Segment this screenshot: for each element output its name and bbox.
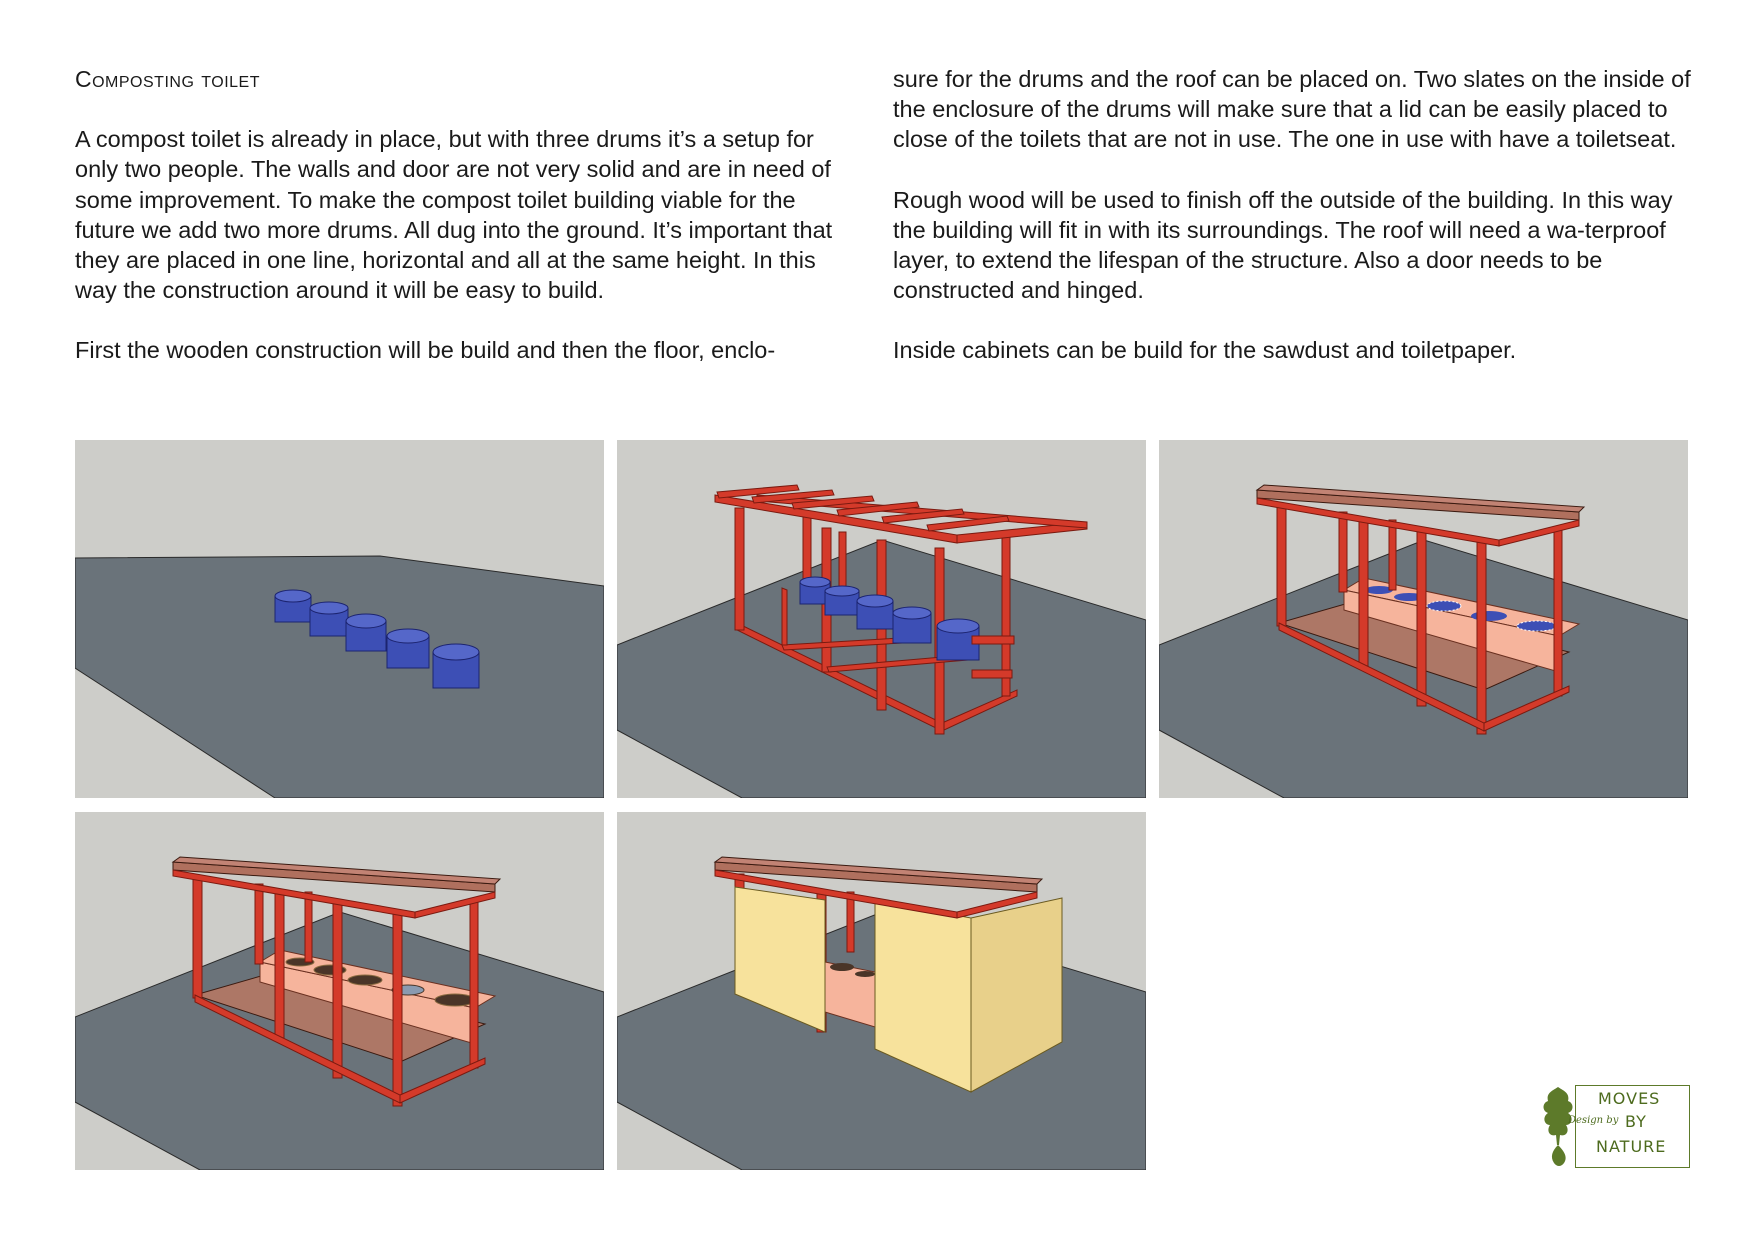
paragraph: Rough wood will be used to finish off the outside of the building. In this way the building will fit in with its surroundings. The roof will need a wa-terproof layer, to extend the lifespan of the structure. Also a door needs to be constructed and hinged.: [893, 186, 1673, 304]
figure-step-5-walls: [617, 812, 1146, 1170]
drum: [310, 602, 348, 636]
paragraph: First the wooden construction will be build and then the floor, enclo-: [75, 337, 776, 364]
paragraph: Inside cabinets can be build for the sawdust and toiletpaper.: [893, 337, 1517, 364]
figure-step-1-drums: [75, 440, 604, 798]
logo: MOVES Design by BY NATURE: [1540, 1085, 1690, 1169]
oak-leaf-icon: [1540, 1085, 1576, 1169]
text-column-left: [75, 64, 855, 366]
drum: [433, 644, 479, 688]
frame-post: [839, 532, 846, 592]
figure-step-3-roof-floor: [1159, 440, 1688, 798]
drum: [387, 629, 429, 668]
drum: [275, 590, 311, 622]
frame-post: [735, 508, 744, 630]
page-title: Composting toilet: [75, 66, 260, 92]
text-column-right: [893, 64, 1693, 366]
drum: [346, 614, 386, 651]
figure-step-2-frame: [617, 440, 1146, 798]
paragraph: A compost toilet is already in place, but with three drums it’s a setup for only two people. The walls and door are not very solid and are in need of some improvement. To make the compost toilet building viable for the future we add two more drums. All dug into the ground. It’s important that they are placed in one line, horizontal and all at the same height. In this way the construction around it will be easy to build.: [75, 126, 833, 304]
paragraph: sure for the drums and the roof can be placed on. Two slates on the inside of the enclosure of the drums will make sure that a lid can be easily placed to close of the toilets that are not in use. The one in use with have a toiletseat.: [893, 66, 1691, 153]
figure-step-4-lids-seat: [75, 812, 604, 1170]
